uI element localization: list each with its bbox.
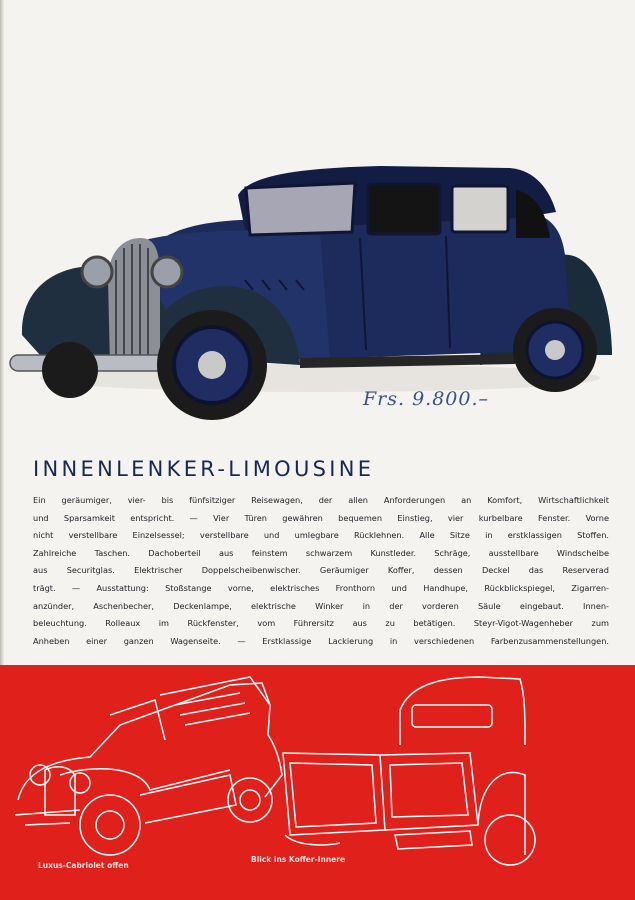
- description-line: Zahlreiche Taschen. Dachoberteil aus feinstem schwarzem Kunstleder. Schräge, ausstellbare Windscheibe: [33, 547, 609, 558]
- caption-trunk: Blick ins Koffer-Innere: [251, 855, 346, 864]
- model-title: INNENLENKER-LIMOUSINE: [33, 457, 375, 481]
- description-line: nicht verstellbare Einzelsessel; verstellbare und umlegbare Rücklehnen. Alle Sitze in erstklassigen Stoffen.: [33, 530, 609, 541]
- description-paragraph: [33, 492, 609, 650]
- red-illustration-panel: [0, 665, 635, 900]
- limousine-illustration: [0, 150, 635, 450]
- price-handwritten: Frs. 9.800.–: [363, 388, 490, 410]
- trunk-drawing: [283, 677, 535, 865]
- description-line: Anheben einer ganzen Wagenseite. — Erstklassige Lackierung in verschiedenen Farbenzusammenstellungen.: [33, 635, 609, 646]
- description-line: trägt. — Ausstattung: Stoßstange vorne, elektrisches Fronthorn und Handhupe, Rückblickspiegel, Zigarren-: [33, 582, 609, 593]
- description-line: beleuchtung. Rolleaux im Rückfenster, vom Führersitz aus zu betätigen. Steyr-Vigot-Wagenheber zum: [33, 618, 609, 629]
- caption-cabriolet: Luxus-Cabriolet offen: [38, 861, 129, 870]
- description-line: anzünder, Aschenbecher, Deckenlampe, elektrische Winker in der vorderen Säule eingebaut. Innen-: [33, 600, 609, 611]
- description-line: und Sparsamkeit entspricht. — Vier Türen gewähren bequemen Einstieg, vier kurbelbare Fenster. Vorne: [33, 512, 609, 523]
- description-line: Ein geräumiger, vier- bis fünfsitziger Reisewagen, der allen Anforderungen an Komfort, Wirtschaftlichkeit: [33, 495, 609, 505]
- description-line: aus Securitglas. Elektrischer Doppelscheibenwischer. Geräumiger Koffer, dessen Deckel das Reserverad: [33, 565, 609, 576]
- cabriolet-drawing: [15, 677, 282, 855]
